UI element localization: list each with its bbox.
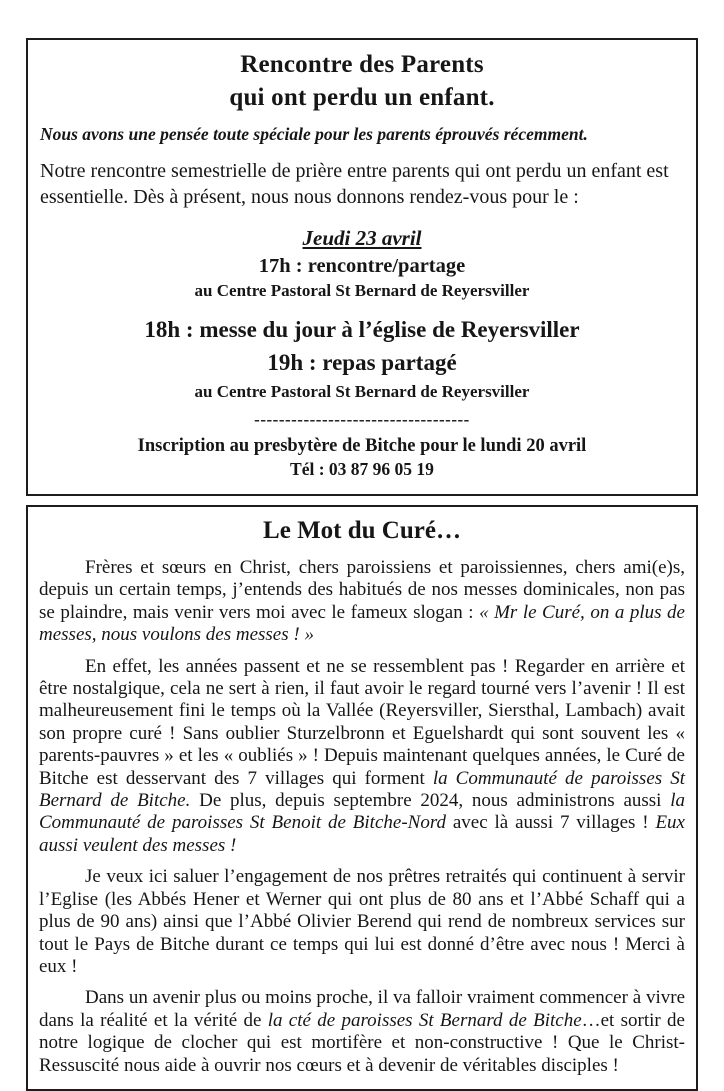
cure-paragraph-4	[39, 987, 685, 1077]
meeting-announcement-box	[26, 38, 698, 496]
meeting-title	[40, 48, 684, 114]
meeting-schedule	[40, 225, 684, 480]
meeting-intro: Notre rencontre semestrielle de prière entre parents qui ont perdu un enfant est essentielle. Dès à présent, nous nous donnons rendez-vous pour le :	[40, 160, 669, 208]
text-segment: Dans un avenir plus ou moins proche, il va falloir vraiment commencer à vivre dans la réalité et la vérité de	[39, 987, 685, 1031]
schedule-item-19h: 19h : repas partagé	[267, 350, 457, 375]
text-segment: avec là aussi 7 villages !	[446, 812, 656, 834]
meeting-subtitle: Nous avons une pensée toute spéciale pour les parents éprouvés récemment.	[40, 124, 588, 144]
cure-paragraph-3	[39, 866, 685, 978]
meeting-title-line1: Rencontre des Parents	[240, 51, 484, 78]
text-segment: De plus, depuis septembre 2024, nous administrons aussi	[190, 790, 671, 812]
cure-title: Le Mot du Curé…	[263, 517, 461, 544]
dashed-divider: -----------------------------------	[254, 410, 470, 429]
cure-paragraph-1	[39, 557, 685, 647]
schedule-item-18h: 18h : messe du jour à l’église de Reyersviller	[144, 317, 580, 342]
schedule-item-17h: 17h : rencontre/partage	[258, 255, 466, 277]
italic-segment: Eux aussi veulent des messes !	[39, 812, 685, 856]
meeting-title-line2: qui ont perdu un enfant.	[229, 84, 495, 111]
cure-letter-box	[26, 505, 698, 1091]
italic-segment: la cté de paroisses St Bernard de Bitche	[267, 1009, 582, 1031]
text-segment: …et sortir de notre logique de clocher qui est mortifère et non-constructive ! Que le Christ-Ressuscité nous aide à ouvrir nos cœurs et à devenir de véritables disciples !	[39, 1009, 685, 1076]
text-segment: Je veux ici saluer l’engagement de nos prêtres retraités qui continuent à servir l’Eglise (les Abbés Hener et Werner qui ont plus de 80 ans et l’Abbé Schaff qui a plus de 90 ans) ainsi que l’Abbé Olivier Berend qui rend de nombreux services sur tout le Pays de Bitche durant ce temps qui lui est donné d’être avec nous ! Merci à eux !	[39, 866, 685, 977]
text-segment: En effet, les années passent et ne se ressemblent pas ! Regarder en arrière et être nostalgique, cela ne sert à rien, il faut avoir le regard tourné vers l’avenir ! Il est malheureusement fini le temps où la Vallée (Reyersviller, Siersthal, Lambach) avait son propre curé ! Sans oublier Sturzelbronn et Eguelshardt qui sont souvent les « parents-pauvres » et les « oubliés » ! Depuis maintenant quelques années, le Curé de Bitche est desservant des 7 villages qui forment	[39, 655, 685, 789]
schedule-date: Jeudi 23 avril	[302, 226, 422, 250]
schedule-venue-1: au Centre Pastoral St Bernard de Reyersviller	[194, 281, 530, 300]
text-segment: Frères et sœurs en Christ, chers paroissiens et paroissiennes, chers ami(e)s, depuis un certain temps, j’entends des habitués de nos messes dominicales, non pas se plaindre, mais venir vers moi avec le fameux slogan :	[39, 557, 685, 623]
cure-paragraph-2	[39, 656, 685, 858]
phone-number: Tél : 03 87 96 05 19	[290, 459, 434, 479]
italic-segment: la Communauté de paroisses St Benoit de Bitche-Nord	[39, 790, 685, 834]
italic-segment: « Mr le Curé, on a plus de messes, nous voulons des messes ! »	[39, 601, 685, 646]
registration-note: Inscription au presbytère de Bitche pour le lundi 20 avril	[137, 436, 587, 456]
italic-segment: la Communauté de paroisses St Bernard de Bitche.	[39, 767, 685, 812]
schedule-venue-2: au Centre Pastoral St Bernard de Reyersviller	[194, 382, 530, 401]
